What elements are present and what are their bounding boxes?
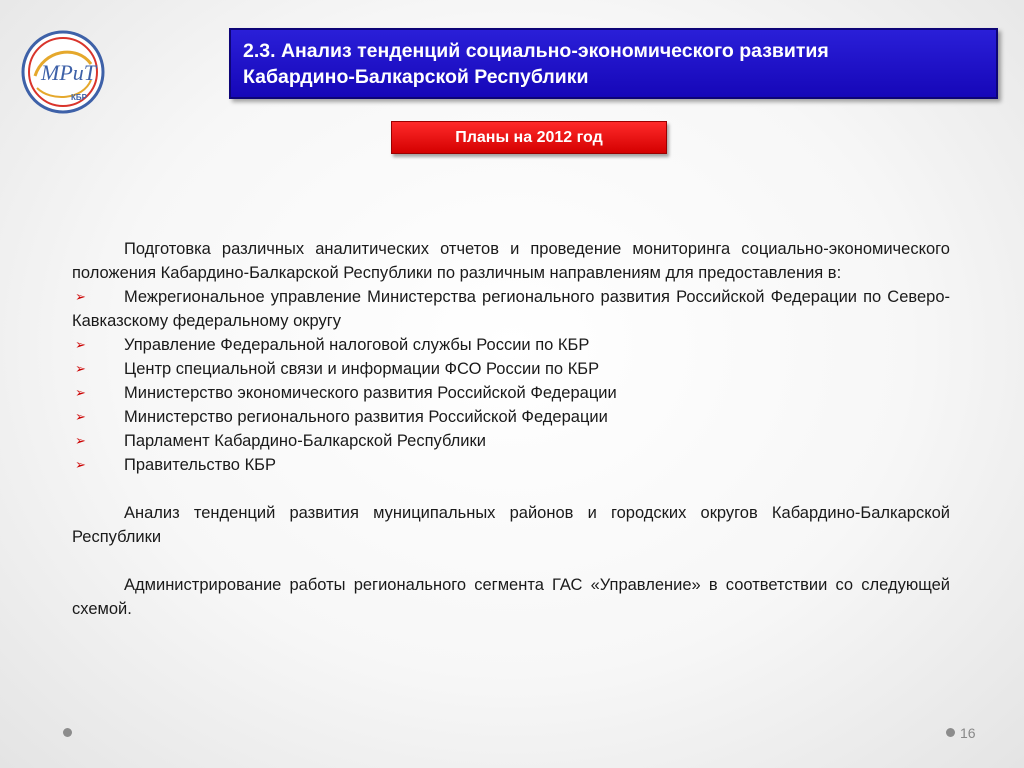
list-item-text: Межрегиональное управление Министерства регионального развития Российской Федерации по Северо-Кавказскому федеральному округу xyxy=(72,288,950,330)
spacer xyxy=(72,477,950,501)
list-item-text: Министерство экономического развития Российской Федерации xyxy=(124,384,617,402)
page-number: 16 xyxy=(960,725,976,741)
list-item xyxy=(72,405,950,429)
administration-paragraph: Администрирование работы регионального сегмента ГАС «Управление» в соответствии со следующей схемой. xyxy=(72,576,950,618)
spacer xyxy=(72,549,950,573)
footer-dot-left xyxy=(63,728,72,737)
list-item xyxy=(72,453,950,477)
list-item xyxy=(72,429,950,453)
arrow-bullet-icon: ➢ xyxy=(75,361,86,376)
arrow-bullet-icon: ➢ xyxy=(75,409,86,424)
arrow-bullet-icon: ➢ xyxy=(75,457,86,472)
arrow-bullet-icon: ➢ xyxy=(75,385,86,400)
slide-body xyxy=(72,237,950,621)
list-item-text: Правительство КБР xyxy=(124,456,277,474)
arrow-bullet-icon: ➢ xyxy=(75,289,86,304)
footer-dot-right xyxy=(946,728,955,737)
organization-logo xyxy=(21,30,105,114)
list-item xyxy=(72,333,950,357)
slide-title xyxy=(229,28,998,99)
list-item-text: Центр специальной связи и информации ФСО России по КБР xyxy=(124,360,600,378)
logo-text: МРиТ xyxy=(41,60,96,85)
arrow-bullet-icon: ➢ xyxy=(75,337,86,352)
intro-paragraph: Подготовка различных аналитических отчетов и проведение мониторинга социально-экономического положения Кабардино-Балкарской Республики по различным направлениям для предоставления в: xyxy=(72,240,950,282)
list-item-text: Парламент Кабардино-Балкарской Республики xyxy=(124,432,486,450)
list-item-text: Министерство регионального развития Российской Федерации xyxy=(124,408,608,426)
arrow-bullet-icon: ➢ xyxy=(75,433,86,448)
plans-badge: Планы на 2012 год xyxy=(391,121,667,154)
list-item xyxy=(72,381,950,405)
list-item xyxy=(72,357,950,381)
list-item-text: Управление Федеральной налоговой службы России по КБР xyxy=(124,336,590,354)
logo-emblem-icon xyxy=(21,30,105,114)
list-item xyxy=(72,285,950,333)
analysis-paragraph: Анализ тенденций развития муниципальных районов и городских округов Кабардино-Балкарской Республики xyxy=(72,504,950,546)
slide-title-line1: 2.3. Анализ тенденций социально-экономического развития xyxy=(243,40,829,62)
slide-title-line2: Кабардино-Балкарской Республики xyxy=(243,66,589,88)
logo-subtext: КБР xyxy=(71,93,87,102)
